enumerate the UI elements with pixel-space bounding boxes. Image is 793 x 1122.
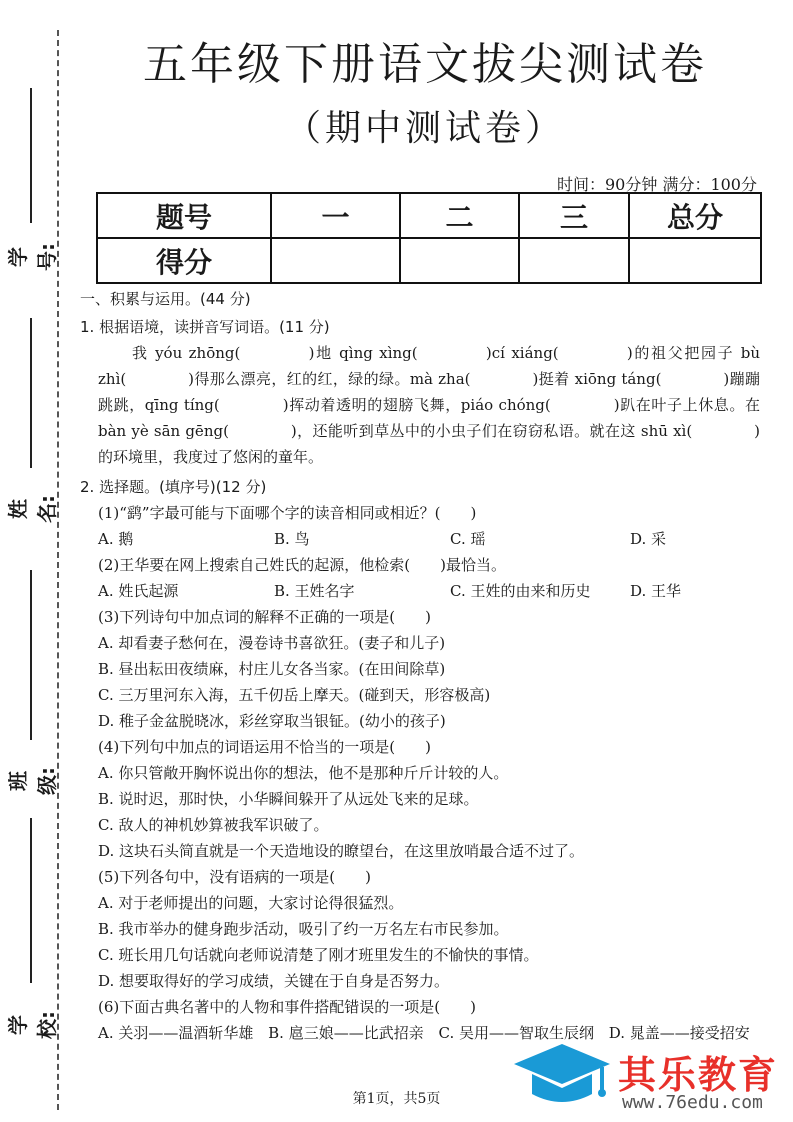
student-id-label: 学号: <box>6 243 59 271</box>
option-row <box>80 526 760 552</box>
option: D. 晁盖——接受招安 <box>608 1024 750 1042</box>
option: D. 想要取得好的学习成绩，关键在于自身是否努力。 <box>98 972 450 990</box>
header-cell: 一 <box>271 193 400 238</box>
option: D. 这块石头简直就是一个天造地设的瞭望台，在这里放哨最合适不过了。 <box>98 842 585 860</box>
cut-line <box>57 30 59 1110</box>
option-row <box>80 578 760 604</box>
option: B. 鸟 <box>274 530 310 548</box>
score-cell[interactable] <box>629 238 761 283</box>
header-cell: 三 <box>519 193 629 238</box>
option: D. 稚子金盆脱晓冰，彩丝穿取当银钲。(幼小的孩子) <box>98 712 446 730</box>
score-table <box>96 192 762 284</box>
name-line <box>30 318 32 468</box>
sub-question-stem: (6)下面古典名著中的人物和事件搭配错误的一项是( ) <box>98 998 476 1016</box>
school-line <box>30 818 32 983</box>
header-cell: 总分 <box>629 193 761 238</box>
class-label: 班级: <box>6 767 59 795</box>
option: C. 王姓的由来和历史 <box>450 582 591 600</box>
score-row-label: 得分 <box>97 238 271 283</box>
score-table-header-row <box>97 193 761 238</box>
option: B. 说时迟，那时快，小华瞬间躲开了从远处飞来的足球。 <box>98 790 479 808</box>
option: C. 敌人的神机妙算被我军识破了。 <box>98 816 329 834</box>
student-id-line <box>30 88 32 223</box>
option: C. 瑶 <box>450 530 486 548</box>
option: B. 王姓名字 <box>274 582 355 600</box>
score-cell[interactable] <box>271 238 400 283</box>
sub-question-stem: (1)“鹞”字最可能与下面哪个字的读音相同或相近？( ) <box>98 504 477 522</box>
sub-question-stem: (3)下列诗句中加点词的解释不正确的一项是( ) <box>98 608 431 626</box>
school-label: 学校: <box>6 1011 59 1039</box>
section-title: 一、积累与运用。(44 分) <box>80 290 251 308</box>
time-info: 时间：90分钟 满分：100分 <box>557 175 757 194</box>
page-title: 五年级下册语文拔尖测试卷 <box>143 39 707 90</box>
exam-content <box>80 286 760 1046</box>
class-line <box>30 570 32 740</box>
option: A. 鹅 <box>98 530 134 548</box>
option: C. 三万里河东入海，五千仞岳上摩天。(碰到天，形容极高) <box>98 686 491 704</box>
option: A. 姓氏起源 <box>98 582 179 600</box>
sub-question-stem: (2)王华要在网上搜索自己姓氏的起源，他检索( )最恰当。 <box>98 556 506 574</box>
header-cell: 题号 <box>97 193 271 238</box>
sub-question-stem: (4)下列句中加点的词语运用不恰当的一项是( ) <box>98 738 431 756</box>
question-title: 2. 选择题。(填序号)(12 分) <box>80 478 267 496</box>
option: C. 班长用几句话就向老师说清楚了刚才班里发生的不愉快的事情。 <box>98 946 539 964</box>
option: C. 吴用——智取生辰纲 <box>438 1024 594 1042</box>
sub-question-stem: (5)下列各句中，没有语病的一项是( ) <box>98 868 371 886</box>
option: D. 王华 <box>630 582 682 600</box>
header-cell: 二 <box>400 193 519 238</box>
page-number: 第1页，共5页 <box>352 1091 441 1107</box>
binding-strip <box>0 0 70 1122</box>
logo-name: 其乐教育 <box>618 1053 779 1097</box>
option: B. 昼出耘田夜绩麻，村庄儿女各当家。(在田间除草) <box>98 660 446 678</box>
page-subtitle: （期中测试卷） <box>284 108 565 149</box>
option: D. 采 <box>630 530 667 548</box>
question-text: 我 yóu zhōng( )地 qìng xìng( )cí xiáng( )的祖父把园子 bù zhì( )得那么漂亮，红的红，绿的绿。mà zha( )挺着 xiōng táng( )蹦蹦跳跳，qīng tíng( )挥动着透明的翅膀飞舞，piáo chóng( )趴在叶子上休息。在 bàn yè sān gēng( )，还能听到草丛中的小虫子们在窃窃私语。就在这 shū xì( )的环境里，我度过了悠闲的童年。 <box>98 344 760 466</box>
logo-url: www.76edu.com <box>622 1092 763 1113</box>
score-cell[interactable] <box>519 238 629 283</box>
option: B. 扈三娘——比武招亲 <box>268 1024 424 1042</box>
option: B. 我市举办的健身跑步活动，吸引了约一万名左右市民参加。 <box>98 920 509 938</box>
score-table-score-row <box>97 238 761 283</box>
option: A. 对于老师提出的问题，大家讨论得很猛烈。 <box>98 894 404 912</box>
option: A. 却看妻子愁何在，漫卷诗书喜欲狂。(妻子和儿子) <box>98 634 446 652</box>
score-cell[interactable] <box>400 238 519 283</box>
name-label: 姓名: <box>6 495 59 523</box>
question-title: 1. 根据语境，读拼音写词语。(11 分) <box>80 318 330 336</box>
option: A. 你只管敞开胸怀说出你的想法，他不是那种斤斤计较的人。 <box>98 764 509 782</box>
option: A. 关羽——温酒斩华雄 <box>98 1024 254 1042</box>
